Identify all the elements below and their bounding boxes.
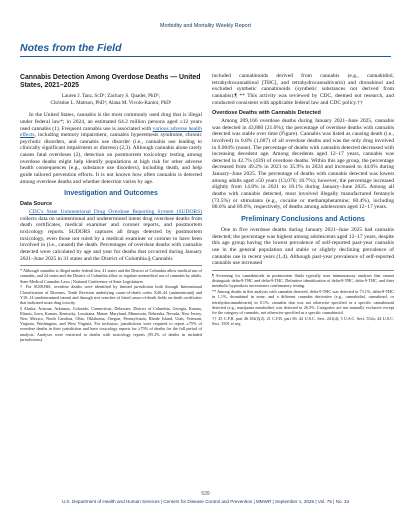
data-source-heading: Data Source	[20, 201, 53, 208]
footnote: § Alaska, Arizona, Arkansas, Colorado, Connecticut, Delaware, District of Columbia, Georgia, Kansas, Illinois, Iowa, Kansas, Kentucky, Louisiana, Maine, Maryland, Minnesota, Nebraska, Nevada, New Jersey, New Mexico, North Carolina, Ohio, Oklahoma, Oregon, Pennsylvania, Rhode Island, Utah, Vermont, Virginia, Washington, and West Virginia. For inclusion, jurisdictions were required to report ≥75% of overdose deaths in their jurisdiction and have toxicology reports for ≥75% of deaths for the full period of analysis. Analyses were restricted to deaths with toxicology reports (95.2% of deaths in included jurisdictions).	[20, 305, 202, 342]
data-source-paragraph	[20, 209, 202, 262]
methods-heading: Investigation and Outcomes	[64, 190, 158, 198]
section-title: Notes from the Field	[20, 42, 391, 57]
sudors-link[interactable]: CDC's State Unintentional Drug Overdose Reporting System (SUDORS)	[29, 209, 202, 215]
right-column	[212, 73, 394, 327]
authors-line-1: Lauren J. Tanz, ScD¹; Zachary S. Quader, PhD¹;	[61, 93, 161, 99]
intro-text-2: , including memory impairment, cannabis hyperemesis syndrome, chronic psychotic disorders, and cannabis use disorder (i.e., cannabis use leading to clinically significant impairment or distress) (2,3). Although cannabis alone rarely causes fatal overdoses (2), detection on postmortem toxicology testing among overdose deaths might help identify populations at high risk for other adverse health consequences (e.g., substance use disorders), including death, and help guide tailored prevention efforts. It is not known how often cannabis is detected among overdose deaths and whether detection varies by age.	[20, 132, 202, 185]
intro-paragraph	[20, 112, 202, 185]
authors-line-2: Christine L. Mattson, PhD¹; Alana M. Vivolo-Kantor, PhD¹	[50, 99, 172, 106]
article-title: Cannabis Detection Among Overdose Deaths — United States, 2021–2025	[20, 74, 201, 89]
footnote: ¶ Screening for cannabinoids in postmortem fluids typically uses immunoassay analyses that cannot distinguish delta-8-THC and delta-9-THC. Definitive identification of delta-8-THC, delta-9-THC, and their metabolic byproducts necessitates confirmatory testing.	[212, 273, 394, 289]
footnote: †† 45 C.F.R. part 46.102(l)(2), 21 C.F.R. part 56; 42 U.S.C. Sect. 241(d); 5 U.S.C. Sect. 552a; 44 U.S.C. Sect. 3501 et seq.	[212, 315, 394, 326]
intro-text: In the United States, cannabis is the most commonly used drug that is illegal under federal law*; in 2024, an estimated 64.2 million persons aged ≥12 years used cannabis (1). Frequent cannabis use is associated with	[20, 112, 202, 132]
page-number: 539	[201, 491, 210, 497]
right-paragraph-2: Among 209,166 overdose deaths during January 2021–June 2025, cannabis was detected in 43,880 (21.0%); the percentage of overdose deaths with cannabis detected was stable over time (Figure). Cannabis was listed as causing death (i.e., involved) in 0.8% (1,687) of all overdose deaths and was the only drug involved in 0.004% (none). The percentage of deaths with cannabis detected decreased with increasing decedent age. Among decedents aged 12–17 years, cannabis was detected in 42.7% (439) of overdose deaths. Within this age group, the percentage decreased from 49.2% in 2021 to 35.9% in 2024 and increased to 44.6% during January–June 2025. The percentage of deaths with cannabis detected was lowest among adults aged ≥50 years (13,076; 16.7%); however, the percentage increased slightly from 14.8% in 2021 to 18.1% during January–June 2025. Among all deaths with cannabis detected, most involved illegally manufactured fentanyls (73.5%) or stimulants (e.g., cocaine or methamphetamine; 60.4%), including 88.6% and 69.0%, respectively, of deaths among adolescents aged 12–17 years.	[212, 117, 394, 211]
authors	[20, 93, 202, 106]
prelim-heading: Preliminary Conclusions and Actions	[241, 216, 365, 224]
left-footnotes	[20, 265, 202, 342]
page-footer: U.S. Department of Health and Human Services | Centers for Disease Control and Prevention | MMWR | September 1, 2026 | Vol. 75 | No. 34	[61, 499, 350, 504]
footnote: * Although cannabis is illegal under federal law, 41 states and the District of Columbia allow medical use of cannabis, and 24 states and the District of Columbia allow or regulate nonmedical use of cannabis by adults. State Medical Cannabis Laws | National Conference of State Legislatures	[20, 268, 202, 284]
journal-header: Morbidity and Mortality Weekly Report	[160, 23, 251, 29]
right-paragraph-1: included cannabinoids derived from cannabis (e.g., cannabidiol, tetrahydrocannabinol [THC], and tetrahydrocannabivarin) and dronabinol and excluded synthetic cannabinoids (synthetic substances not derived from cannabis).¶ ** This activity was reviewed by CDC, deemed not research, and conducted consistent with applicable federal law and CDC policy.††	[212, 73, 394, 106]
footnote: ** Among deaths in this analysis with cannabis detected, delta-9-THC was detected in 73.1%, delta-8-THC in 1.1%, dronabinol in none, and a different cannabis derivative (e.g., cannabidiol, cannabinol, or tetrahydrocannabivarin) in 0.1%; cannabis that was not otherwise specified or a specific cannabinoid detected (e.g., marijuana metabolite) was detected in 26.5%. Categories are not mutually exclusive except for the category of cannabis, not otherwise specified as a specific cannabinoid.	[212, 289, 394, 315]
left-column	[20, 74, 202, 343]
adverse-effects-link[interactable]: various adverse health effects	[20, 125, 202, 139]
detected-heading: Overdose Deaths with Cannabis Detected	[212, 110, 321, 117]
data-source-text: collects data on unintentional and undetermined intent drug overdose deaths from death certificates, medical examiner and coroner reports, and postmortem toxicology reports. SUDORS captures all drugs detected by postmortem toxicology, even those not ruled by a medical examiner or coroner to have been involved in (i.e., caused) the death. Percentages of overdose deaths with cannabis detected were calculated by age and year for deaths that occurred during January 2021–June 2025 in 31 states and the District of Columbia.§ Cannabis	[20, 215, 202, 262]
right-footnotes	[212, 270, 394, 326]
right-paragraph-3: One in five overdose deaths during January 2021–June 2025 had cannabis detected; the percentage was highest among adolescents aged 12–17 years, despite this age group having the lowest prevalence of self-reported past-year cannabis use in the general population and stable or slightly declining prevalence of cannabis use in recent years (1,4). Although past-year prevalence of self-reported cannabis use increased	[212, 227, 394, 267]
footnote: † For SUDORS, overdose deaths were identified by limited jurisdiction both through International Classification of Diseases, Tenth Revision underlying cause-of-death codes X40–44 (unintentional) and Y10–14 (undetermined intent) and through text searches of listed cause-of-death fields on death certificates that indicated acute drug toxicity.	[20, 284, 202, 305]
